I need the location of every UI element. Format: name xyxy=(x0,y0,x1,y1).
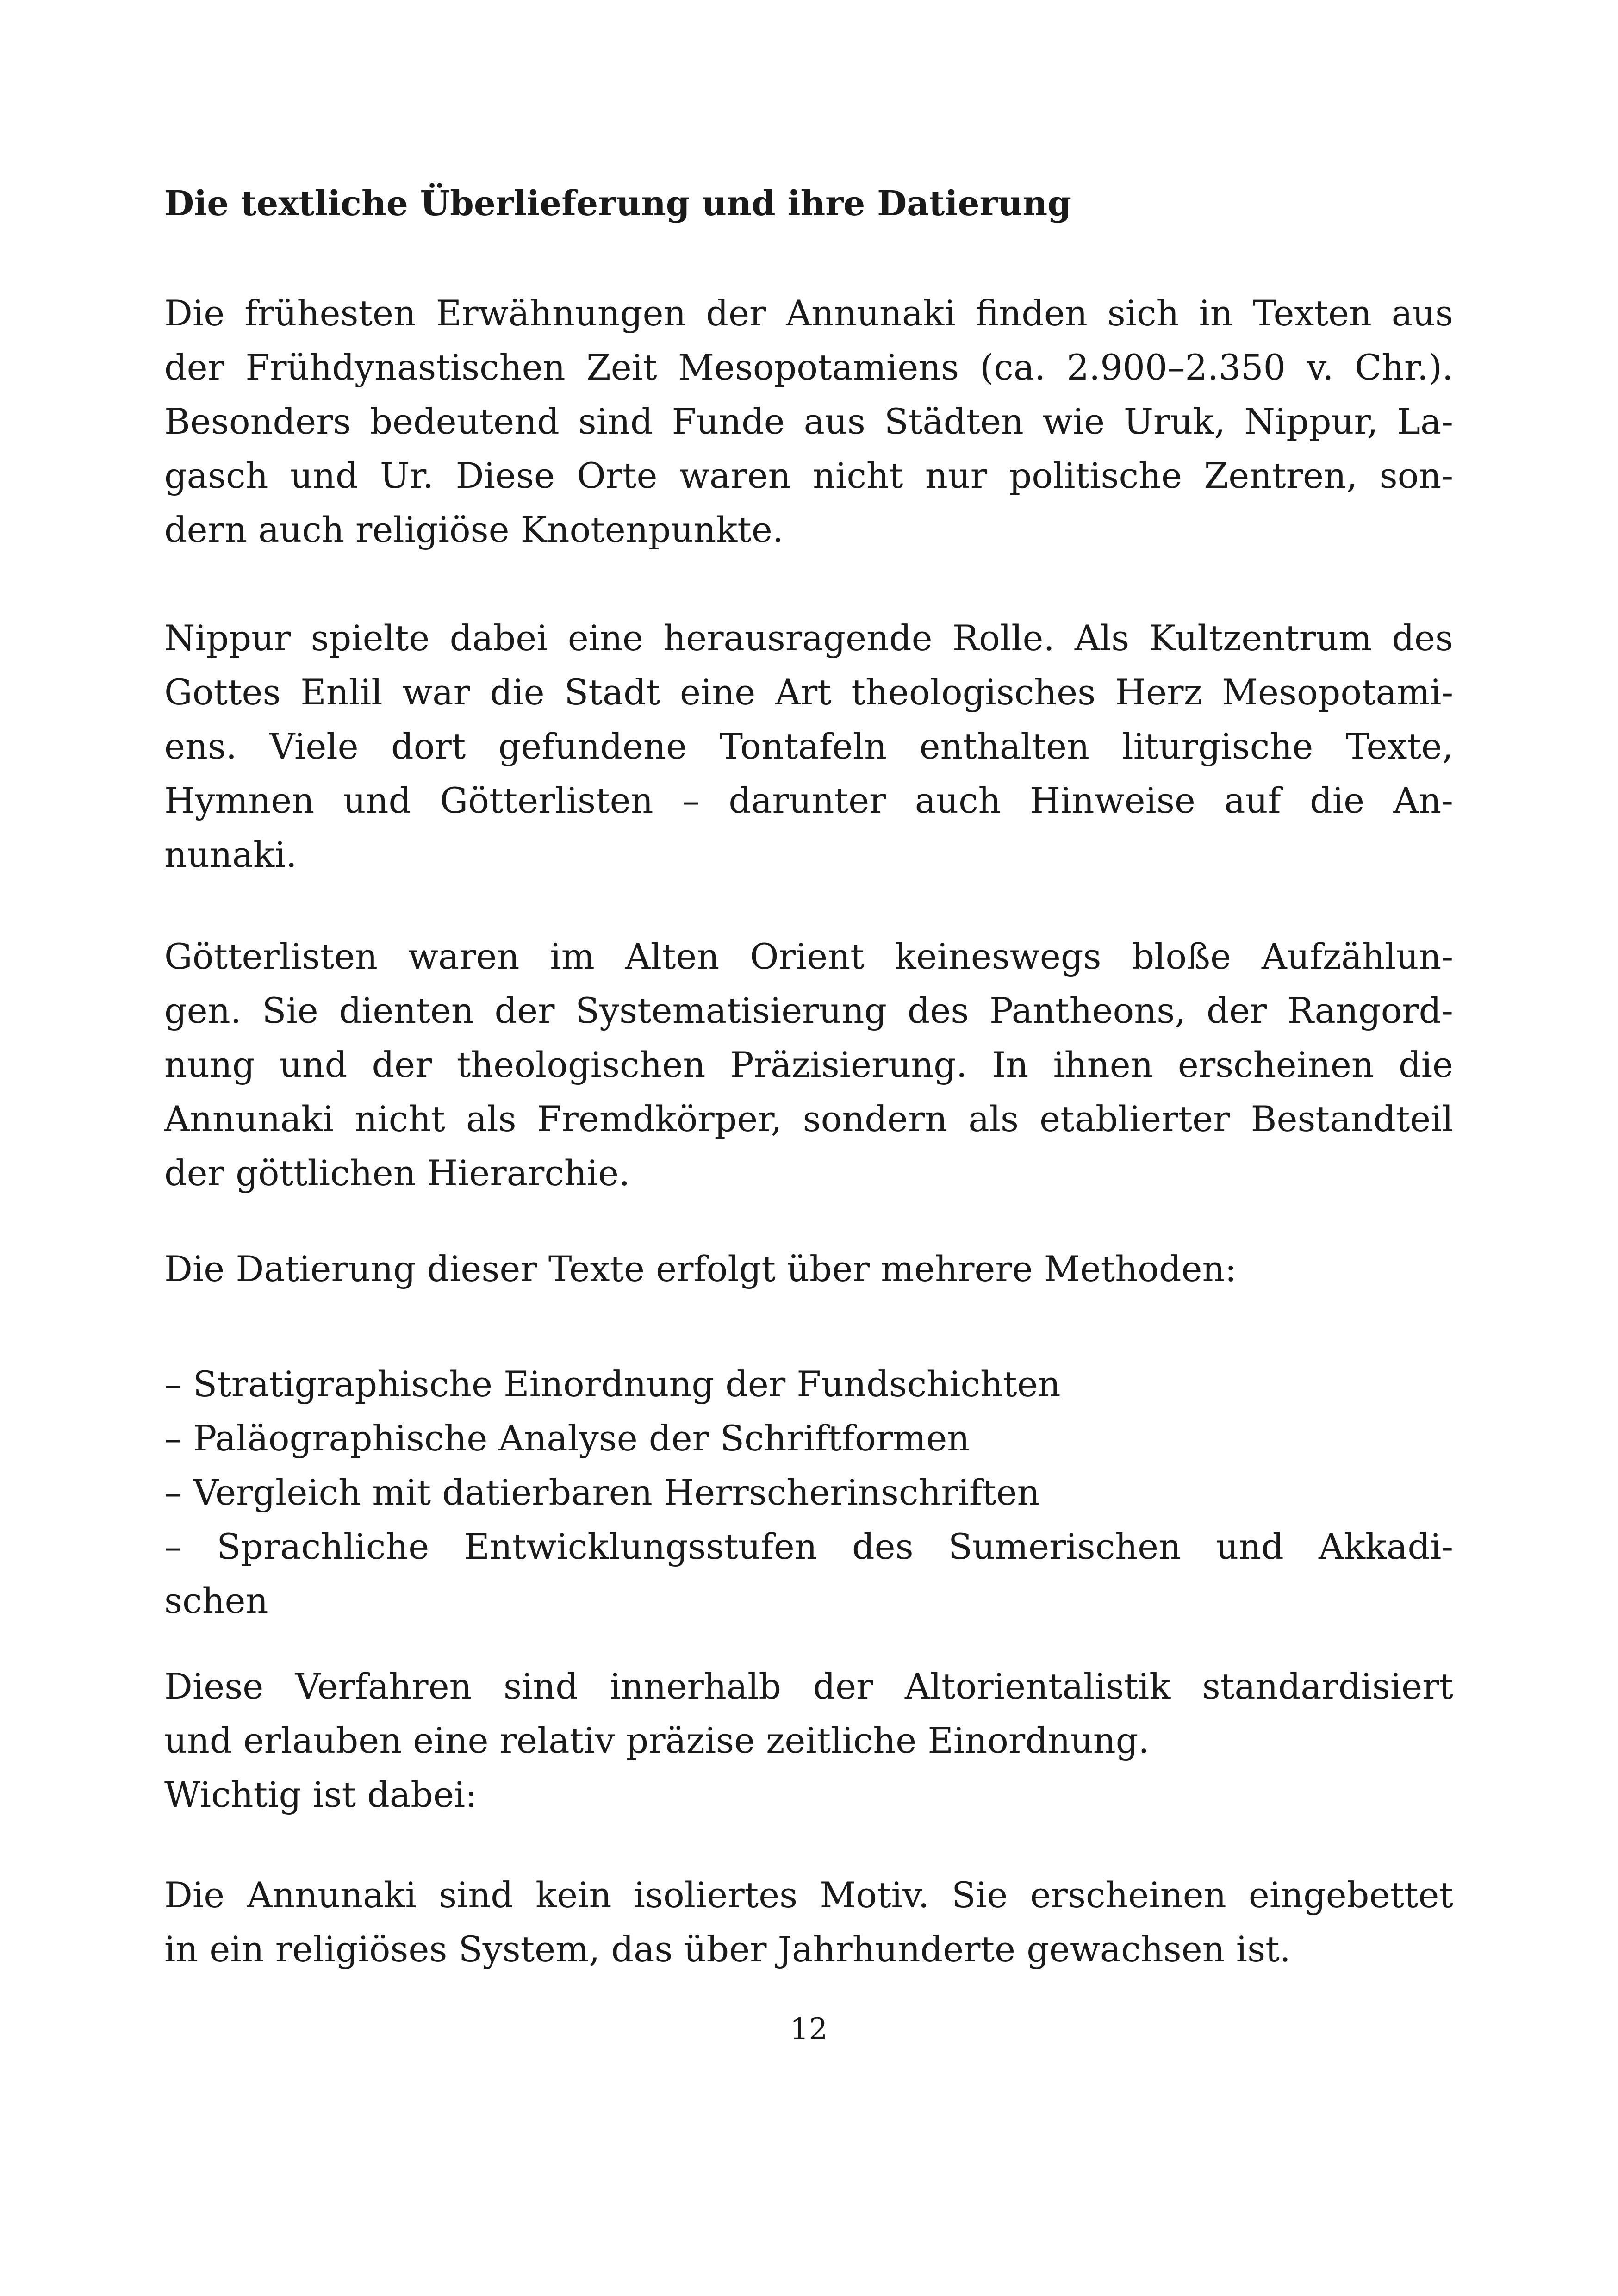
text-line: und erlauben eine relativ präzise zeitliche Einordnung. xyxy=(164,1720,1150,1761)
list-item: – Sprachliche Entwicklungsstufen des Sumerischen und Akkadi- xyxy=(164,1526,1453,1567)
text-line: Hymnen und Götterlisten – darunter auch Hinweise auf die An- xyxy=(164,780,1453,821)
text-line: Die Datierung dieser Texte erfolgt über mehrere Methoden: xyxy=(164,1248,1237,1289)
text-line: in ein religiöses System, das über Jahrhunderte gewachsen ist. xyxy=(164,1929,1291,1970)
text-line: gen. Sie dienten der Systematisierung des Pantheons, der Rangord- xyxy=(164,990,1453,1031)
text-line: Die frühesten Erwähnungen der Annunaki finden sich in Texten aus xyxy=(164,292,1453,334)
dating-methods-list xyxy=(164,1357,1453,1628)
list-item: – Paläographische Analyse der Schriftformen xyxy=(164,1418,970,1459)
section-heading: Die textliche Überlieferung und ihre Datierung xyxy=(164,184,1071,224)
list-item: – Stratigraphische Einordnung der Fundschichten xyxy=(164,1363,1061,1405)
list-item-continuation: schen xyxy=(164,1580,268,1621)
text-line: gasch und Ur. Diese Orte waren nicht nur politische Zentren, son- xyxy=(164,455,1453,496)
text-line: dern auch religiöse Knotenpunkte. xyxy=(164,509,784,550)
text-line: nunaki. xyxy=(164,834,297,875)
text-line: nung und der theologischen Präzisierung. In ihnen erscheinen die xyxy=(164,1044,1453,1085)
text-line: Annunaki nicht als Fremdkörper, sondern als etablierter Bestandteil xyxy=(164,1098,1453,1139)
paragraph-earliest-mentions xyxy=(164,286,1453,557)
paragraph-conclusion xyxy=(164,1868,1453,1976)
list-item: – Vergleich mit datierbaren Herrscherinschriften xyxy=(164,1472,1040,1513)
text-line: der Frühdynastischen Zeit Mesopotamiens (ca. 2.900–2.350 v. Chr.). xyxy=(164,347,1453,388)
text-line: Wichtig ist dabei: xyxy=(164,1774,477,1815)
book-page xyxy=(164,0,1453,2296)
page-number: 12 xyxy=(790,2012,828,2047)
text-line: Gottes Enlil war die Stadt eine Art theologisches Herz Mesopotami- xyxy=(164,672,1453,713)
text-line: ens. Viele dort gefundene Tontafeln enthalten liturgische Texte, xyxy=(164,726,1453,767)
text-line: Besonders bedeutend sind Funde aus Städten wie Uruk, Nippur, La- xyxy=(164,401,1453,442)
text-line: Diese Verfahren sind innerhalb der Altorientalistik standardisiert xyxy=(164,1666,1453,1707)
text-line: Die Annunaki sind kein isoliertes Motiv. Sie erscheinen eingebettet xyxy=(164,1874,1453,1916)
paragraph-procedures xyxy=(164,1659,1453,1822)
paragraph-nippur xyxy=(164,611,1453,882)
text-line: der göttlichen Hierarchie. xyxy=(164,1152,630,1194)
paragraph-dating-methods-intro xyxy=(164,1242,1453,1296)
text-line: Götterlisten waren im Alten Orient keineswegs bloße Aufzählun- xyxy=(164,936,1453,977)
text-line: Nippur spielte dabei eine herausragende Rolle. Als Kultzentrum des xyxy=(164,617,1453,659)
paragraph-god-lists xyxy=(164,929,1453,1200)
